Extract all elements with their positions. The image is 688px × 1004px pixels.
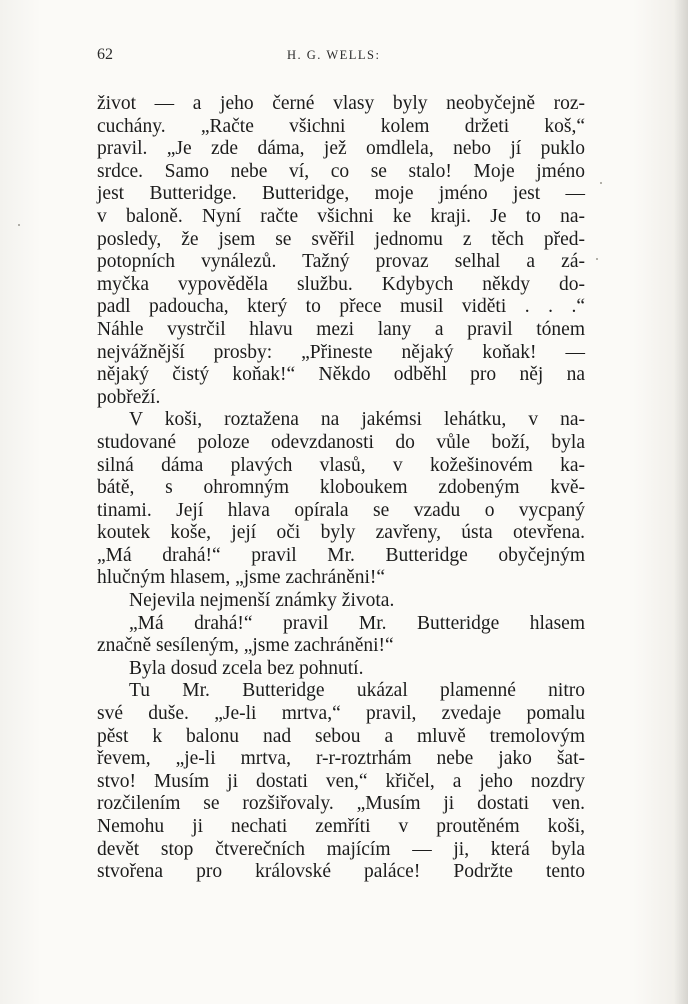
text-line: myčka vypověděla službu. Kdybych někdy do- — [97, 273, 585, 295]
text-line: Byla dosud zcela bez pohnutí. — [129, 657, 364, 679]
text-line: bátě, s ohromným kloboukem zdobeným kvě- — [97, 477, 585, 499]
text-line: pravil. „Je zde dáma, jež omdlela, nebo jí puklo — [97, 138, 585, 160]
text-line: „Má drahá!“ pravil Mr. Butteridge obyčejným — [97, 544, 585, 566]
text-line: značně sesíleným, „jsme zachráněni!“ — [97, 635, 394, 657]
page-edge-shadow — [674, 0, 688, 1004]
running-head: H. G. WELLS: — [287, 48, 381, 62]
text-line: stvořena pro královské paláce! Podržte tento — [97, 861, 585, 883]
text-line: padl padoucha, který to přece musil viděti . . .“ — [97, 296, 585, 318]
text-line: pěst k balonu nad sebou a mluvě tremolovým — [97, 725, 585, 747]
text-line: jest Butteridge. Butteridge, moje jméno jest — — [97, 183, 585, 205]
paper-speck — [600, 182, 602, 184]
text-line: nějaký čistý koňak!“ Někdo odběhl pro něj na — [97, 364, 585, 386]
paper-speck — [596, 258, 598, 260]
text-line: devět stop čtverečních majícím — ji, která byla — [97, 838, 585, 860]
text-line: Náhle vystrčil hlavu mezi lany a pravil tónem — [97, 318, 585, 340]
page-header — [97, 46, 585, 68]
text-line: nejvážnější prosby: „Přineste nějaký koňak! — — [97, 341, 585, 363]
text-line: své duše. „Je-li mrtva,“ pravil, zvedaje pomalu — [97, 703, 585, 725]
text-line: posledy, že jsem se svěřil jednomu z těch před- — [97, 228, 585, 250]
text-line: hlučným hlasem, „jsme zachráněni!“ — [97, 567, 386, 589]
text-line: řevem, „je-li mrtva, r-r-roztrhám nebe jako šat- — [97, 748, 585, 770]
text-line: „Má drahá!“ pravil Mr. Butteridge hlasem — [129, 612, 585, 634]
text-line: pobřeží. — [97, 386, 161, 408]
page-number: 62 — [97, 46, 113, 63]
text-line: Nejevila nejmenší známky života. — [129, 590, 395, 612]
text-line: koutek koše, její oči byly zavřeny, ústa otevřena. — [97, 522, 585, 544]
text-line: potopních vynálezů. Tažný provaz selhal a zá- — [97, 251, 585, 273]
text-line: srdce. Samo nebe ví, co se stalo! Moje jméno — [97, 160, 585, 182]
text-line: studované poloze odevzdanosti do vůle boží, byla — [97, 431, 585, 453]
text-line: život — a jeho černé vlasy byly neobyčejně roz- — [97, 93, 585, 114]
body-text — [97, 93, 585, 884]
text-line: cuchány. „Račte všichni kolem držeti koš,“ — [97, 115, 585, 137]
text-line: silná dáma plavých vlasů, v kožešinovém ka- — [97, 454, 585, 476]
paper-speck — [18, 224, 20, 226]
text-line: V koši, roztažena na jakémsi lehátku, v na- — [129, 409, 585, 431]
text-line: tinami. Její hlava opírala se vzadu o vycpaný — [97, 499, 585, 521]
text-line: Tu Mr. Butteridge ukázal plamenné nitro — [129, 680, 585, 702]
text-line: Nemohu ji nechati zemříti v proutěném koši, — [97, 816, 585, 837]
text-line: v baloně. Nyní račte všichni ke kraji. Je to na- — [97, 205, 585, 227]
text-line: stvo! Musím ji dostati ven,“ křičel, a jeho nozdry — [97, 770, 585, 792]
text-line: rozčilením se rozšiřovaly. „Musím ji dostati ven. — [97, 793, 585, 815]
